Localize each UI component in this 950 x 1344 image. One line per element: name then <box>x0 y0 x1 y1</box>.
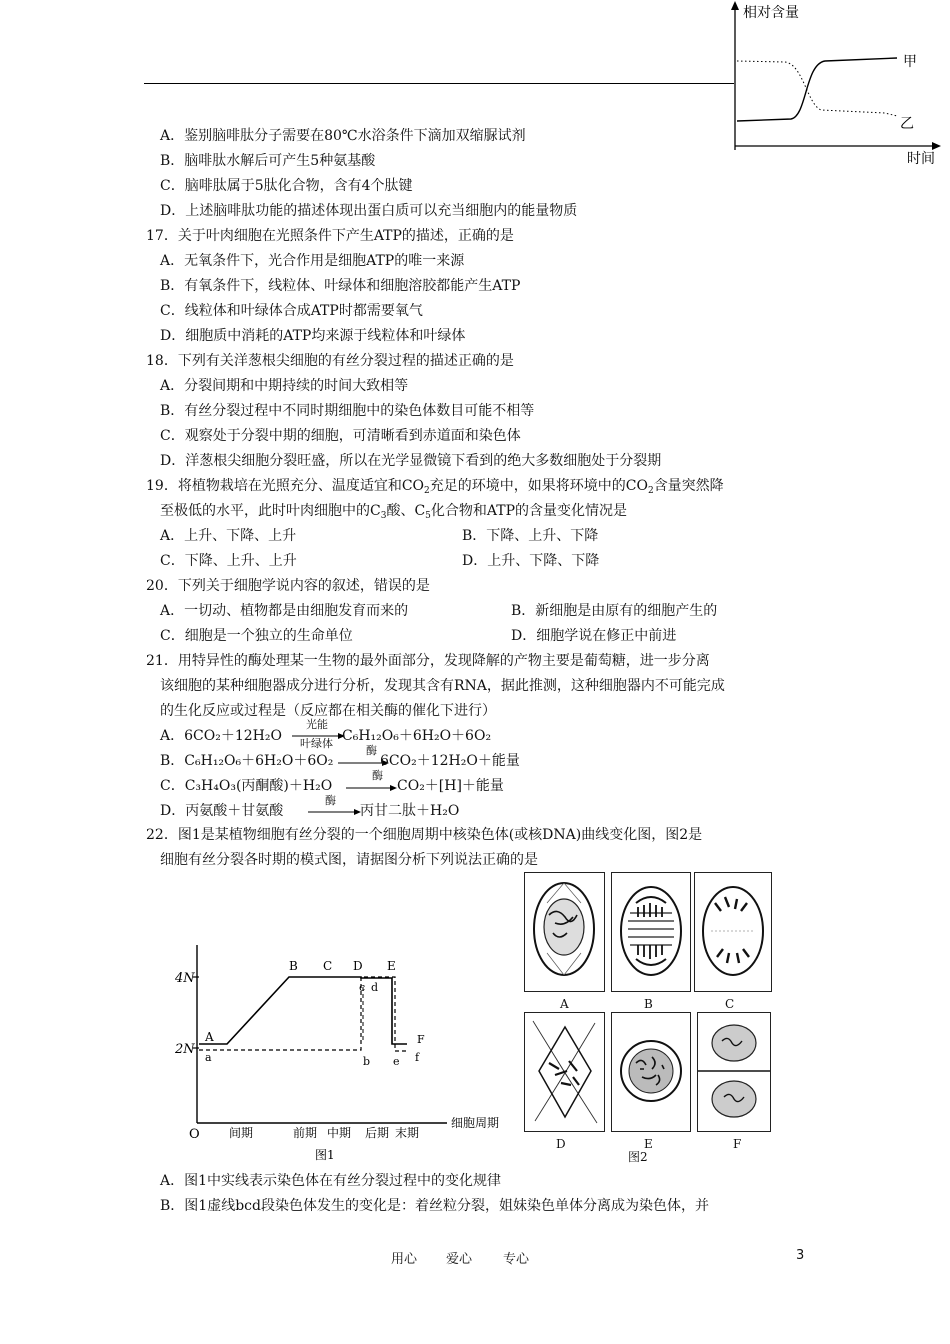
q21-stem-line2: 该细胞的某种细胞器成分进行分析，发现其含有RNA，据此推测，这种细胞器内不可能完成 <box>160 678 725 694</box>
phase-label-anaphase: 后期 <box>365 1126 390 1140</box>
q22-stem-line1: 22．图1是某植物细胞有丝分裂的一个细胞周期中核染色体(或核DNA)曲线变化图，图2是 <box>146 827 703 843</box>
cell-d <box>524 1012 605 1132</box>
q19-stem-line1: 19．将植物栽培在光照充分、温度适宜和$CO_2$充足的环境中，如果将环境中的$CO_2$含量突然降 <box>146 478 724 496</box>
reaction-arrow-icon <box>308 808 362 816</box>
point-upper-f: F <box>417 1033 425 1046</box>
relative-content-graph <box>725 0 950 170</box>
q19-stem-line2: 至极低的水平，此时叶肉细胞中的$C_3$酸、$C_5$化合物和ATP的含量变化情况是 <box>160 503 628 521</box>
q19-option-b: B．下降、上升、下降 <box>462 528 599 544</box>
x-axis-label: 细胞周期 <box>451 1116 500 1130</box>
q18-option-c: C．观察处于分裂中期的细胞，可清晰看到赤道面和染色体 <box>160 428 521 444</box>
q21-option-c-left: C．C₃H₄O₃(丙酮酸)＋H₂O <box>160 778 333 794</box>
q21-option-b-arrow-top: 酶 <box>366 744 377 757</box>
q20-option-b: B．新细胞是由原有的细胞产生的 <box>511 603 718 619</box>
q21-option-d-right: 丙甘二肽＋H₂O <box>360 803 460 819</box>
q18-stem: 18．下列有关洋葱根尖细胞的有丝分裂过程的描述正确的是 <box>146 353 514 369</box>
q21-stem-line3: 的生化反应或过程是（反应都在相关酶的催化下进行） <box>160 703 496 719</box>
cell-b-label: B <box>644 997 653 1011</box>
point-lower-f: f <box>415 1051 420 1064</box>
q18-option-a: A．分裂间期和中期持续的时间大致相等 <box>160 378 409 394</box>
q20-stem: 20．下列关于细胞学说内容的叙述，错误的是 <box>146 578 430 594</box>
cell-f-label: F <box>733 1137 742 1151</box>
q16-option-d: D．上述脑啡肽功能的描述体现出蛋白质可以充当细胞内的能量物质 <box>160 203 578 219</box>
graph-curve-jia: 甲 <box>903 54 917 70</box>
q18-option-b: B．有丝分裂过程中不同时期细胞中的染色体数目可能不相等 <box>160 403 535 419</box>
figure-2-caption: 图2 <box>628 1150 648 1164</box>
cell-c <box>694 872 772 992</box>
cell-a-label: A <box>560 997 569 1011</box>
q20-option-d: D．细胞学说在修正中前进 <box>511 628 677 644</box>
q21-option-a-left: A．6CO₂＋12H₂O <box>160 728 282 744</box>
phase-label-metaphase: 中期 <box>327 1126 352 1140</box>
footer-word-2: 爱心 <box>446 1252 473 1267</box>
q17-option-b: B．有氧条件下，线粒体、叶绿体和细胞溶胶都能产生ATP <box>160 278 521 294</box>
phase-label-prophase: 前期 <box>293 1126 318 1140</box>
point-upper-e: E <box>387 959 396 973</box>
cell-c-label: C <box>725 997 735 1011</box>
q21-option-c-right: CO₂＋[H]＋能量 <box>397 778 504 794</box>
page-number: 3 <box>796 1248 805 1263</box>
q21-option-b-right: 6CO₂＋12H₂O＋能量 <box>380 753 520 769</box>
point-upper-c: C <box>323 959 333 973</box>
cell-a <box>524 872 605 992</box>
q19-option-d: D．上升、下降、下降 <box>462 553 600 569</box>
q21-option-a-right: C₆H₁₂O₆＋6H₂O＋6O₂ <box>342 728 492 744</box>
q21-option-d-arrow-top: 酶 <box>325 794 336 807</box>
origin-label: O <box>189 1127 200 1142</box>
point-upper-a: A <box>205 1030 214 1044</box>
point-lower-a: a <box>205 1051 212 1064</box>
graph-curve-yi: 乙 <box>900 116 914 132</box>
q17-stem: 17．关于叶肉细胞在光照条件下产生ATP的描述，正确的是 <box>146 228 514 244</box>
footer-word-1: 用心 <box>391 1252 418 1267</box>
q17-option-c: C．线粒体和叶绿体合成ATP时都需要氧气 <box>160 303 423 319</box>
q19-option-a: A．上升、下降、上升 <box>160 528 297 544</box>
figure-1-caption: 图1 <box>315 1148 335 1162</box>
top-divider <box>144 83 734 84</box>
point-lower-b: b <box>363 1055 371 1068</box>
point-upper-b: B <box>289 959 298 973</box>
point-lower-e: e <box>393 1055 400 1068</box>
q20-option-a: A．一切动、植物都是由细胞发育而来的 <box>160 603 409 619</box>
q16-option-b: B．脑啡肽水解后可产生5种氨基酸 <box>160 153 376 169</box>
q22-option-b: B．图1虚线bcd段染色体发生的变化是：着丝粒分裂，姐妹染色单体分离成为染色体，并 <box>160 1198 709 1214</box>
q21-stem-line1: 21．用特异性的酶处理某一生物的最外面部分，发现降解的产物主要是葡萄糖，进一步分离 <box>146 653 710 669</box>
cell-b <box>611 872 691 992</box>
q16-option-c: C．脑啡肽属于5肽化合物，含有4个肽键 <box>160 178 413 194</box>
q21-option-a-arrow-top: 光能 <box>306 718 328 731</box>
q21-option-b-left: B．C₆H₁₂O₆＋6H₂O＋6O₂ <box>160 753 334 769</box>
q18-option-d: D．洋葱根尖细胞分裂旺盛，所以在光学显微镜下看到的绝大多数细胞处于分裂期 <box>160 453 662 469</box>
q21-option-d-left: D．丙氨酸＋甘氨酸 <box>160 803 284 819</box>
q21-option-a-arrow-bottom: 叶绿体 <box>300 737 333 750</box>
q16-option-a: A．鉴别脑啡肽分子需要在80℃水浴条件下滴加双缩脲试剂 <box>160 128 526 144</box>
q17-option-a: A．无氧条件下，光合作用是细胞ATP的唯一来源 <box>160 253 465 269</box>
q17-option-d: D．细胞质中消耗的ATP均来源于线粒体和叶绿体 <box>160 328 466 344</box>
graph-ylabel: 相对含量 <box>743 5 799 21</box>
q19-option-c: C．下降、上升、上升 <box>160 553 297 569</box>
cell-e-label: E <box>644 1137 653 1151</box>
figure-1-cell-cycle-graph <box>175 875 515 1165</box>
q21-option-c-arrow-top: 酶 <box>372 769 383 782</box>
point-upper-d: D <box>353 959 363 973</box>
phase-label-interphase: 间期 <box>229 1126 254 1140</box>
q20-option-c: C．细胞是一个独立的生命单位 <box>160 628 353 644</box>
phase-label-telophase: 末期 <box>395 1126 420 1140</box>
point-lower-d: d <box>371 981 379 994</box>
point-lower-c: c <box>359 981 366 994</box>
cell-d-label: D <box>556 1137 566 1151</box>
q22-option-a: A．图1中实线表示染色体在有丝分裂过程中的变化规律 <box>160 1173 502 1189</box>
y-label-2n: 2N <box>175 1042 195 1057</box>
reaction-arrow-icon <box>346 784 398 792</box>
graph-xlabel: 时间 <box>907 151 935 167</box>
cell-f <box>697 1012 771 1132</box>
footer-word-3: 专心 <box>503 1252 530 1267</box>
q22-stem-line2: 细胞有丝分裂各时期的模式图，请据图分析下列说法正确的是 <box>160 852 538 868</box>
y-label-4n: 4N <box>175 971 195 986</box>
cell-e <box>611 1012 691 1132</box>
